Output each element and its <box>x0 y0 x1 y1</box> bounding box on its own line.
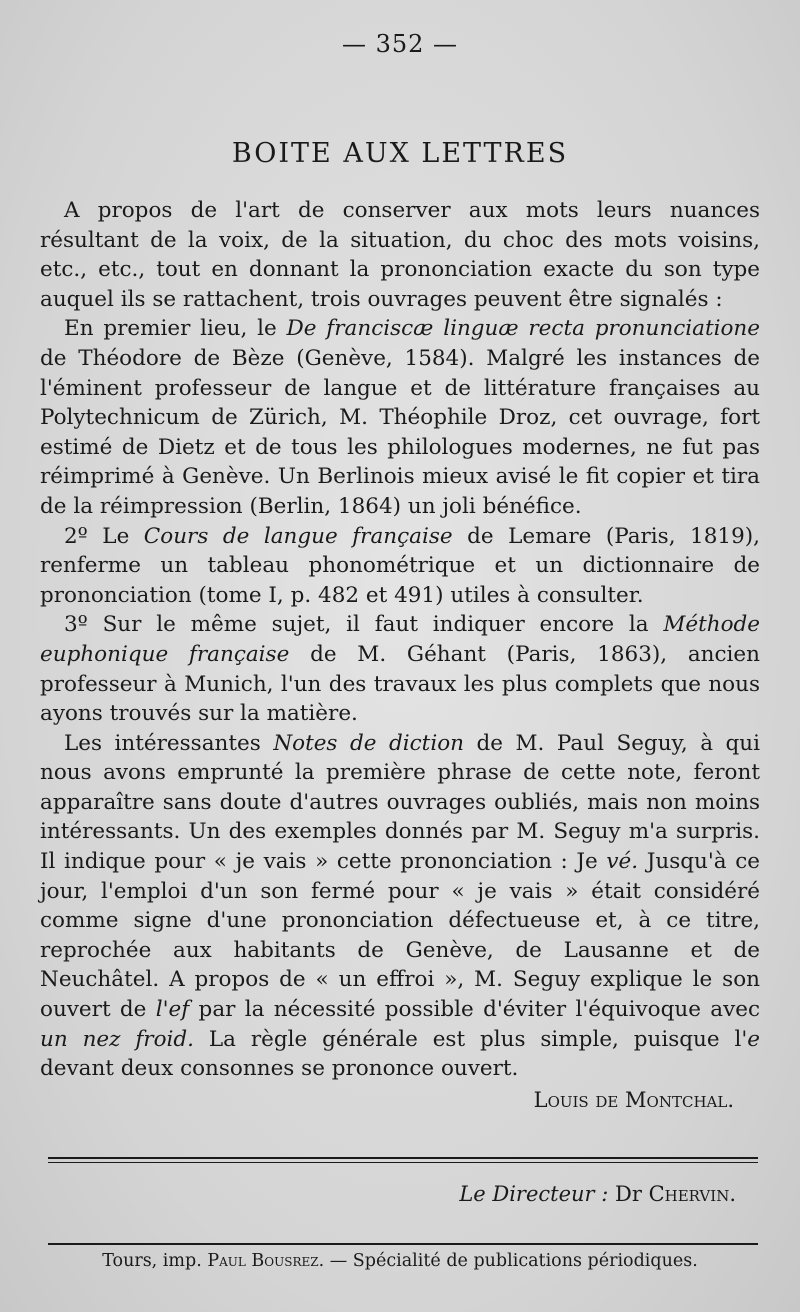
book-title: De franciscæ linguæ recta pronunciatione <box>286 316 760 342</box>
book-title: Méthode euphonique française <box>40 612 760 667</box>
paragraph-seguy: Les intéressantes Notes de diction de M. Paul Seguy, à qui nous avons emprunté la première phrase de cette note, feront apparaître sans doute d'autres ouvrages oubliés, mais non moins intéressants. Un des exemples donnés par M. Seguy m'a surpris. Il indique pour « je vais » cette prononciation : Je vé. Jusqu'à ce jour, l'emploi d'un son fermé pour « je vais » était considéré comme signe d'une prononciation défectueuse et, à ce titre, reprochée aux habitants de Genève, de Lausanne et de Neuchâtel. A propos de « un effroi », M. Seguy explique le son ouvert de l'ef par la nécessité possible d'éviter l'équivoque avec un nez froid. La règle générale est plus simple, puisque l'e devant deux consonnes se prononce ouvert. <box>40 730 761 1082</box>
letter-body <box>40 196 760 1115</box>
author-signature: Louis de Montchal. <box>533 1087 734 1112</box>
divider <box>48 1162 758 1163</box>
section-title: BOITE AUX LETTRES <box>231 138 569 169</box>
paragraph-gehant: 3º Sur le même sujet, il faut indiquer encore la Méthode euphonique française de M. Géhant (Paris, 1863), ancien professeur à Munich, l'un des travaux les plus complets que nous ayons trouvés sur la matière. <box>40 612 760 727</box>
book-title: Notes de diction <box>273 730 464 756</box>
paragraph-lemare: 2º Le Cours de langue française de Lemare (Paris, 1819), renferme un tableau phonométrique et un dictionnaire de prononciation (tome I, p. 482 et 491) utiles à consulter. <box>40 523 760 608</box>
page-number: — 352 — <box>341 30 459 58</box>
paragraph-intro: A propos de l'art de conserver aux mots leurs nuances résultant de la voix, de la situation, du choc des mots voisins, etc., etc., tout en donnant la prononciation exacte du son type auquel ils se rattachent, trois ouvrages peuvent être signalés : <box>40 198 760 312</box>
printer-imprint: Tours, imp. Paul Bousrez. — Spécialité de publications périodiques. <box>102 1251 698 1271</box>
divider <box>48 1157 758 1159</box>
director-line: Le Directeur : Dr Chervin. <box>459 1182 736 1206</box>
paragraph-beze: En premier lieu, le De franciscæ linguæ recta pronunciatione de Théodore de Bèze (Genève, 1584). Malgré les instances de l'éminent professeur de langue et de littérature françaises au Polytechnicum de Zürich, M. Théophile Droz, cet ouvrage, fort estimé de Dietz et de tous les philologues modernes, ne fut pas réimprimé à Genève. Un Berlinois mieux avisé le fit copier et tira de la réimpression (Berlin, 1864) un joli bénéfice. <box>40 316 760 519</box>
divider <box>48 1243 758 1245</box>
book-title: Cours de langue française <box>143 523 453 549</box>
